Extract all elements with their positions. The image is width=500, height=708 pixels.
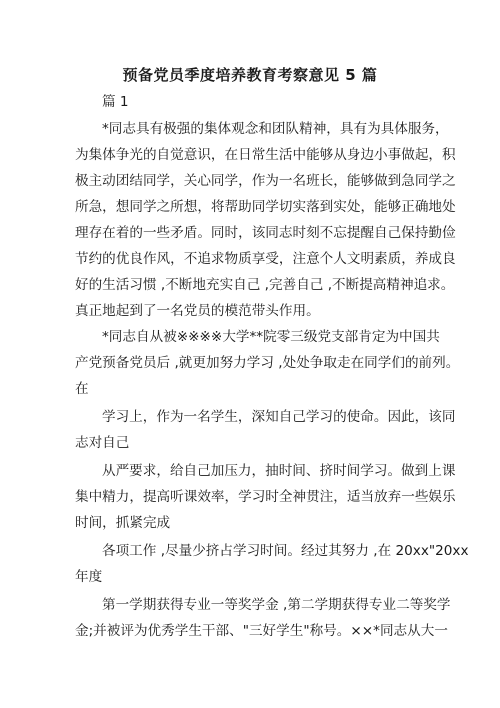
paragraph-line: 金;并被评为优秀学生干部、"三好学生"称号。××*同志从大一 [75, 623, 448, 639]
paragraph-line: 学习上，作为一名学生，深知自己学习的使命。因此，该同 [102, 409, 456, 425]
paragraph-line: 集中精力，提高听课效率，学习时全神贯注，适当放弃一些娱乐 [75, 489, 456, 505]
section-heading: 篇 1 [102, 94, 129, 110]
paragraph-line: 从严要求，给自己加压力，抽时间、挤时间学习。做到上课 [102, 463, 456, 479]
paragraph-line: 各项工作 ,尽量少挤占学习时间。经过其努力 ,在 20xx"20xx [102, 543, 469, 559]
paragraph-line: 好的生活习惯 ,不断地充实自己 ,完善自己 ,不断提高精神追求。 [75, 277, 455, 293]
paragraph-line: 第一学期获得专业一等奖学金 ,第二学期获得专业二等奖学 [102, 597, 451, 613]
paragraph-line: 年度 [75, 569, 103, 585]
paragraph-line: 产党预备党员后 ,就更加努力学习 ,处处争取走在同学们的前列。 [75, 355, 460, 371]
paragraph-line: 所急，想同学之所想，将帮助同学切实落到实处，能够正确地处 [75, 199, 456, 215]
paragraph-line: 极主动团结同学，关心同学，作为一名班长，能够做到急同学之 [75, 173, 456, 189]
paragraph-line: 节约的优良作风，不追求物质享受，注意个人文明素质，养成良 [75, 251, 456, 267]
paragraph-line: *同志自从被※※※※大学**院零三级党支部肯定为中国共 [102, 329, 440, 345]
document-title: 预备党员季度培养教育考察意见 5 篇 [122, 66, 378, 84]
paragraph-line: 为集体争光的自觉意识，在日常生活中能够从身边小事做起，积 [75, 147, 456, 163]
paragraph-line: 真正地起到了一名党员的模范带头作用。 [75, 303, 320, 319]
paragraph-line: 在 [75, 381, 89, 397]
paragraph-line: *同志具有极强的集体观念和团队精神，具有为具体服务， [102, 121, 449, 137]
paragraph-line: 理存在着的一些矛盾。同时，该同志时刻不忘提醒自己保持勤俭 [75, 225, 456, 241]
paragraph-line: 志对自己 [75, 435, 130, 451]
paragraph-line: 时间，抓紧完成 [75, 515, 171, 531]
